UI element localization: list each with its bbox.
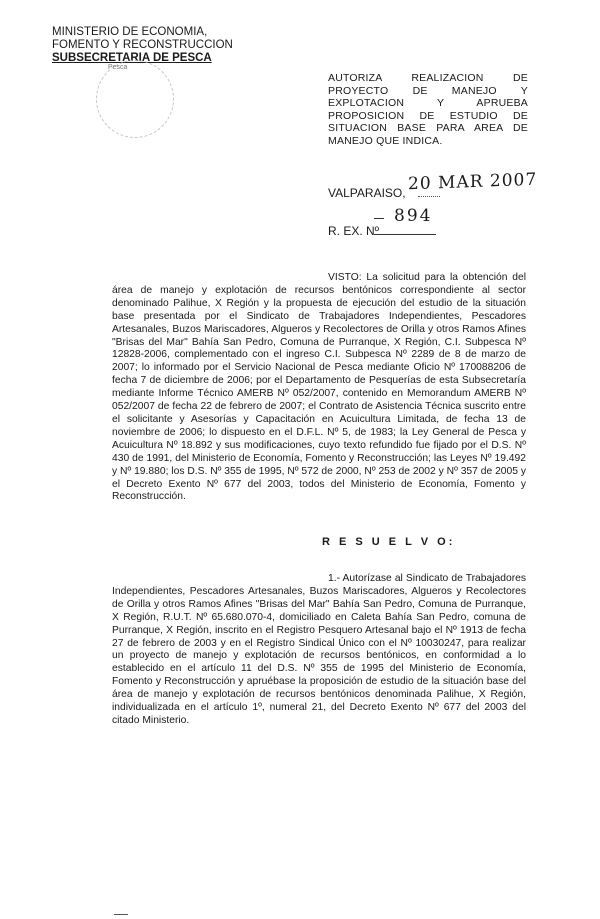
resolution-1-text: 1.- Autorízase al Sindicato de Trabajadores Independientes, Pescadores Artesanales, Buzos Mariscadores, Algueros y Recolectores de Orilla y otros Ramos Afines "Brisas del Mar" Bahía San Pedro, Comuna de Purranque, X Región, R.U.T. Nº 65.680.070-4, domiciliado en Caleta Bahía San Pedro, comuna de Purranque, X Región, inscrito en el Registro Pesquero Artesanal bajo el Nº 1913 de fecha 27 de febrero de 2003 y en el Registro Sindical Único con el Nº 10030247, para realizar un proyecto de manejo y explotación de recursos bentónicos, en conformidad a lo establecido en el artículo 11 del D.S. Nº 355 de 1995 del Ministerio de Economía, Fomento y Reconstrucción y apruébase la proposición de estudio de la situación base del área de manejo y explotación de recursos bentónicos denominada Palihue, X Región, individualizada en el artículo 1º, numeral 21, del Decreto Exento Nº 677 del 2003 del citado Ministerio. xyxy=(112,573,526,726)
resuelvo-heading: R E S U E L V O: xyxy=(322,536,456,548)
stamp-text: Pesca xyxy=(108,64,128,71)
ministry-header xyxy=(52,26,242,65)
ministry-name-2: FOMENTO Y RECONSTRUCCION xyxy=(52,39,233,51)
resolution-number: 894 xyxy=(394,206,433,226)
ministry-name: MINISTERIO DE ECONOMIA, xyxy=(52,26,208,38)
visto-text: VISTO: La solicitud para la obtención del área de manejo y explotación de recursos bentónicos correspondiente al sector denominado Palihue, X Región y la propuesta de ejecución del estudio de la situación base presentada por el Sindicato de Trabajadores Independientes, Pescadores Artesanales, Buzos Mariscadores, Algueros y Recolectores de Orilla y otros Ramos Afines "Brisas del Mar" Bahía San Pedro, Comuna de Purranque, X Región, C.I. Subpesca Nº 12828-2006, complementado con el ingreso C.I. Subpesca Nº 2289 de 8 de marzo de 2007; lo informado por el Servicio Nacional de Pesca mediante Oficio Nº 170088206 de fecha 7 de diciembre de 2006; por el Departamento de Pesquerías de esta Subsecretaría mediante Informe Técnico AMERB Nº 052/2007, contenido en Memorandum AMERB Nº 052/2007 de fecha 22 de febrero de 2007; el Contrato de Asistencia Técnica suscrito entre el solicitante y Asesorías y Capacitación en Acuicultura Limitada, de fecha 13 de noviembre de 2006; lo dispuesto en el D.F.L. Nº 5, de 1983; la Ley General de Pesca y Acuicultura Nº 18.892 y sus modificaciones, cuyo texto refundido fue fijado por el D.S. Nº 430 de 1991, del Ministerio de Economía, Fomento y Reconstrucción; las Leyes Nº 19.492 y Nº 19.880; los D.S. Nº 355 de 1995, Nº 572 de 2000, Nº 253 de 2002 y Nº 357 de 2005 y el Decreto Exento Nº 677 del 2003, todos del Ministerio de Economía, Fomento y Reconstrucción. xyxy=(112,272,526,503)
document-summary: AUTORIZA REALIZACION DE PROYECTO DE MANEJO Y EXPLOTACION Y APRUEBA PROPOSICION DE ESTUDIO DE SITUACION BASE PARA AREA DE MANEJO QUE INDICA. xyxy=(328,72,528,147)
page-bottom-mark xyxy=(114,914,128,915)
resolution-number-label: R. EX. Nº xyxy=(328,224,380,238)
resolution-dash xyxy=(374,218,384,219)
subsecretaria-name: SUBSECRETARIA DE PESCA xyxy=(52,52,212,64)
date-underline xyxy=(418,196,440,197)
resolution-number-line xyxy=(374,234,436,235)
official-stamp xyxy=(96,60,174,138)
resolution-paragraph-1 xyxy=(112,573,526,728)
place-label: VALPARAISO, xyxy=(328,186,406,200)
visto-paragraph xyxy=(112,272,526,504)
date-stamp: 20 MAR 2007 xyxy=(408,169,538,195)
